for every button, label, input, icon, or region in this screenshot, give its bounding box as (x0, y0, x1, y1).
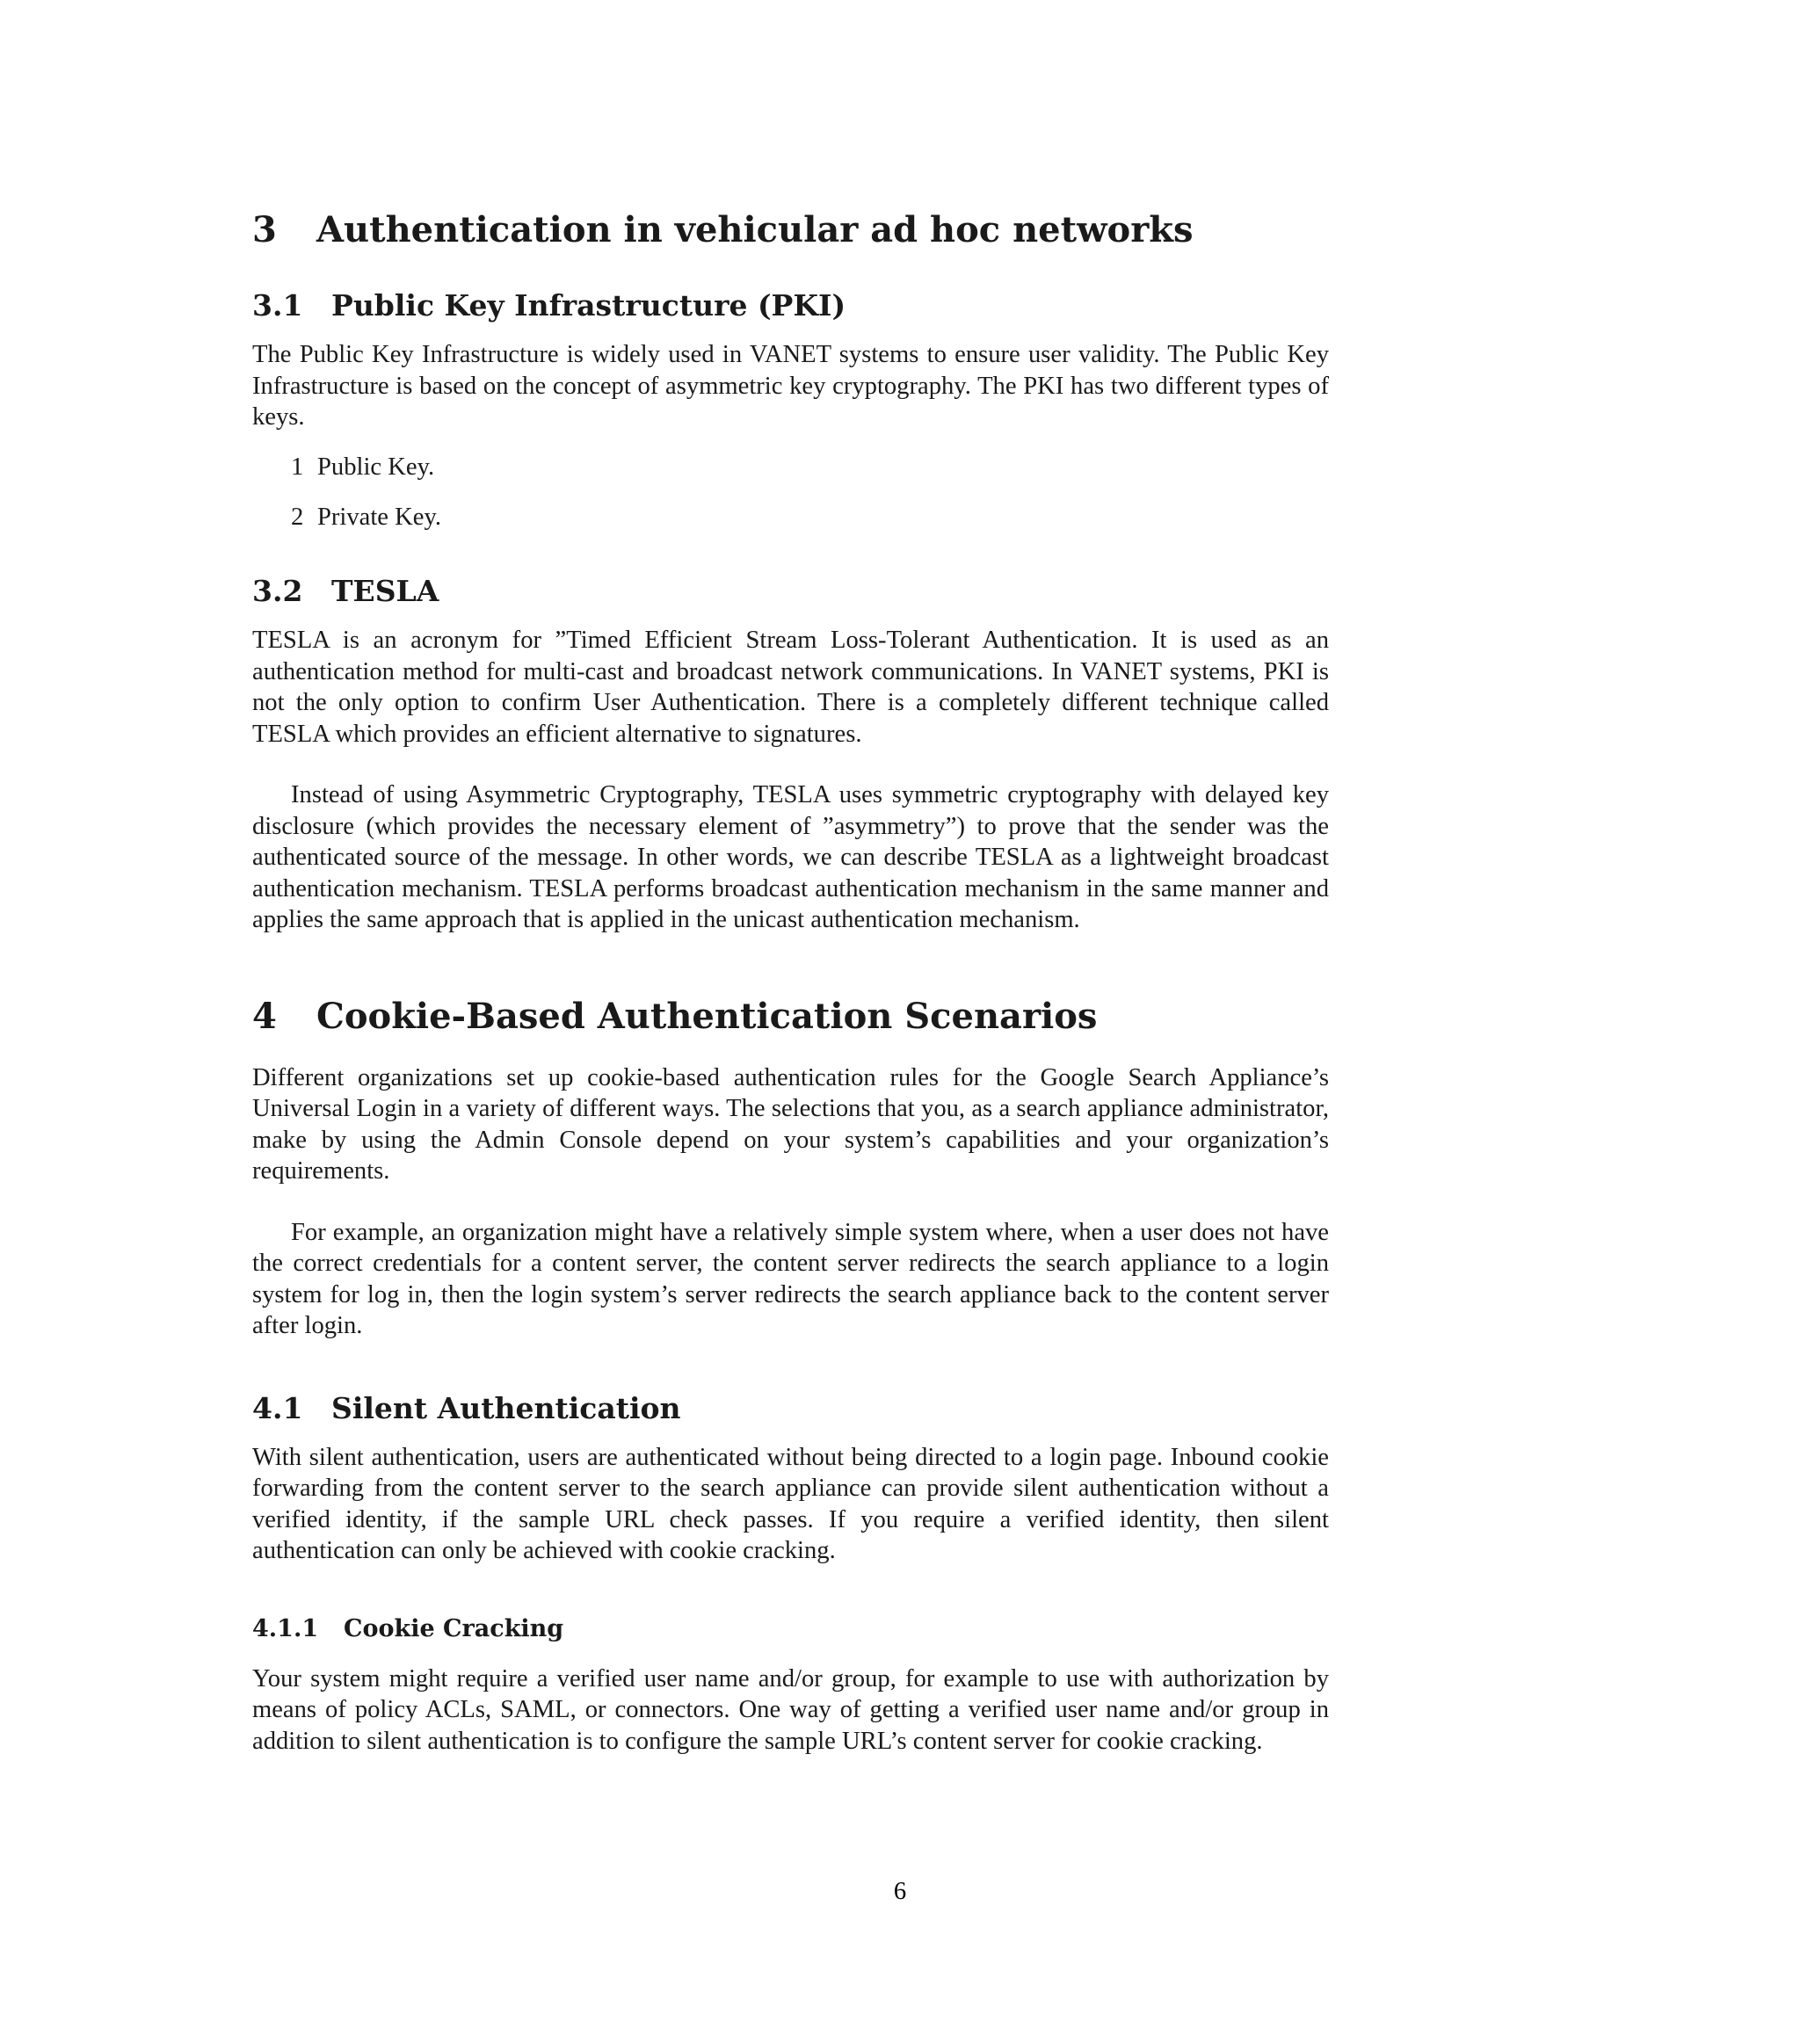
subsubsection-title: Cookie Cracking (344, 1614, 564, 1642)
key-types-list (252, 452, 1329, 533)
subsection-heading-4-1 (252, 1390, 1329, 1425)
section-heading-3 (252, 211, 1329, 250)
section-heading-4 (252, 997, 1329, 1036)
paragraph-tesla-2: Instead of using Asymmetric Cryptography, TESLA uses symmetric cryptography with delayed key disclosure (which provides the necessary element of ”asymmetry”) to prove that the sender was the authenticated source of the message. In other words, we can describe TESLA as a lightweight broadcast authentication mechanism. TESLA performs broadcast authentication mechanism in the same manner and applies the same approach that is applied in the unicast authentication mechanism. (252, 781, 1329, 934)
list-item (252, 452, 1329, 483)
list-item (252, 502, 1329, 533)
subsection-title: Silent Authentication (331, 1390, 681, 1425)
page-number: 6 (893, 1878, 907, 1905)
subsection-number: 3.2 (252, 573, 303, 608)
section-title: Authentication in vehicular ad hoc networks (316, 209, 1194, 250)
subsection-number: 3.1 (252, 288, 303, 323)
subsubsection-heading-4-1-1 (252, 1616, 1329, 1642)
page-body (252, 211, 1329, 1757)
list-item-number: 2 (291, 504, 304, 532)
subsection-title: Public Key Infrastructure (PKI) (331, 288, 846, 323)
paragraph-cookie-1: Different organizations set up cookie-based authentication rules for the Google Search Appliance’s Universal Login in a variety of different ways. The selections that you, as a search appliance administrator, make by using the Admin Console depend on your system’s capabilities and your organization’s requirements. (252, 1063, 1329, 1185)
subsection-title: TESLA (331, 573, 439, 608)
subsection-number: 4.1 (252, 1390, 303, 1425)
paragraph-tesla-1: TESLA is an acronym for ”Timed Efficient Stream Loss-Tolerant Authentication. It is used as an authentication method for multi-cast and broadcast network communications. In VANET systems, PKI is not the only option to confirm User Authentication. There is a completely different technique called TESLA which provides an efficient alternative to signatures. (252, 627, 1329, 748)
section-number: 3 (252, 209, 277, 250)
paragraph-pki: The Public Key Infrastructure is widely used in VANET systems to ensure user validity. The Public Key Infrastructure is based on the concept of asymmetric key cryptography. The PKI has two different types of keys. (252, 341, 1329, 431)
paragraph-cookie-2: For example, an organization might have a relatively simple system where, when a user does not have the correct credentials for a content server, the content server redirects the search appliance to a login system for log in, then the login system’s server redirects the search appliance back to the content server after login. (252, 1218, 1329, 1340)
section-number: 4 (252, 995, 277, 1037)
subsection-heading-3-2 (252, 573, 1329, 608)
list-item-number: 1 (291, 453, 304, 481)
list-item-text: Private Key. (317, 504, 442, 532)
subsubsection-number: 4.1.1 (252, 1614, 319, 1642)
paragraph-cookie-cracking: Your system might require a verified user name and/or group, for example to use with authorization by means of policy ACLs, SAML, or connectors. One way of getting a verified user name and/or group in addition to silent authentication is to configure the sample URL’s content server for cookie cracking. (252, 1664, 1329, 1755)
subsection-heading-3-1 (252, 290, 1329, 322)
paragraph-silent: With silent authentication, users are authenticated without being directed to a login page. Inbound cookie forwarding from the content server to the search appliance can provide silent authentication without a verified identity, if the sample URL check passes. If you require a verified identity, then silent authentication can only be achieved with cookie cracking. (252, 1443, 1329, 1565)
section-title: Cookie-Based Authentication Scenarios (316, 995, 1098, 1037)
list-item-text: Public Key. (317, 453, 435, 481)
